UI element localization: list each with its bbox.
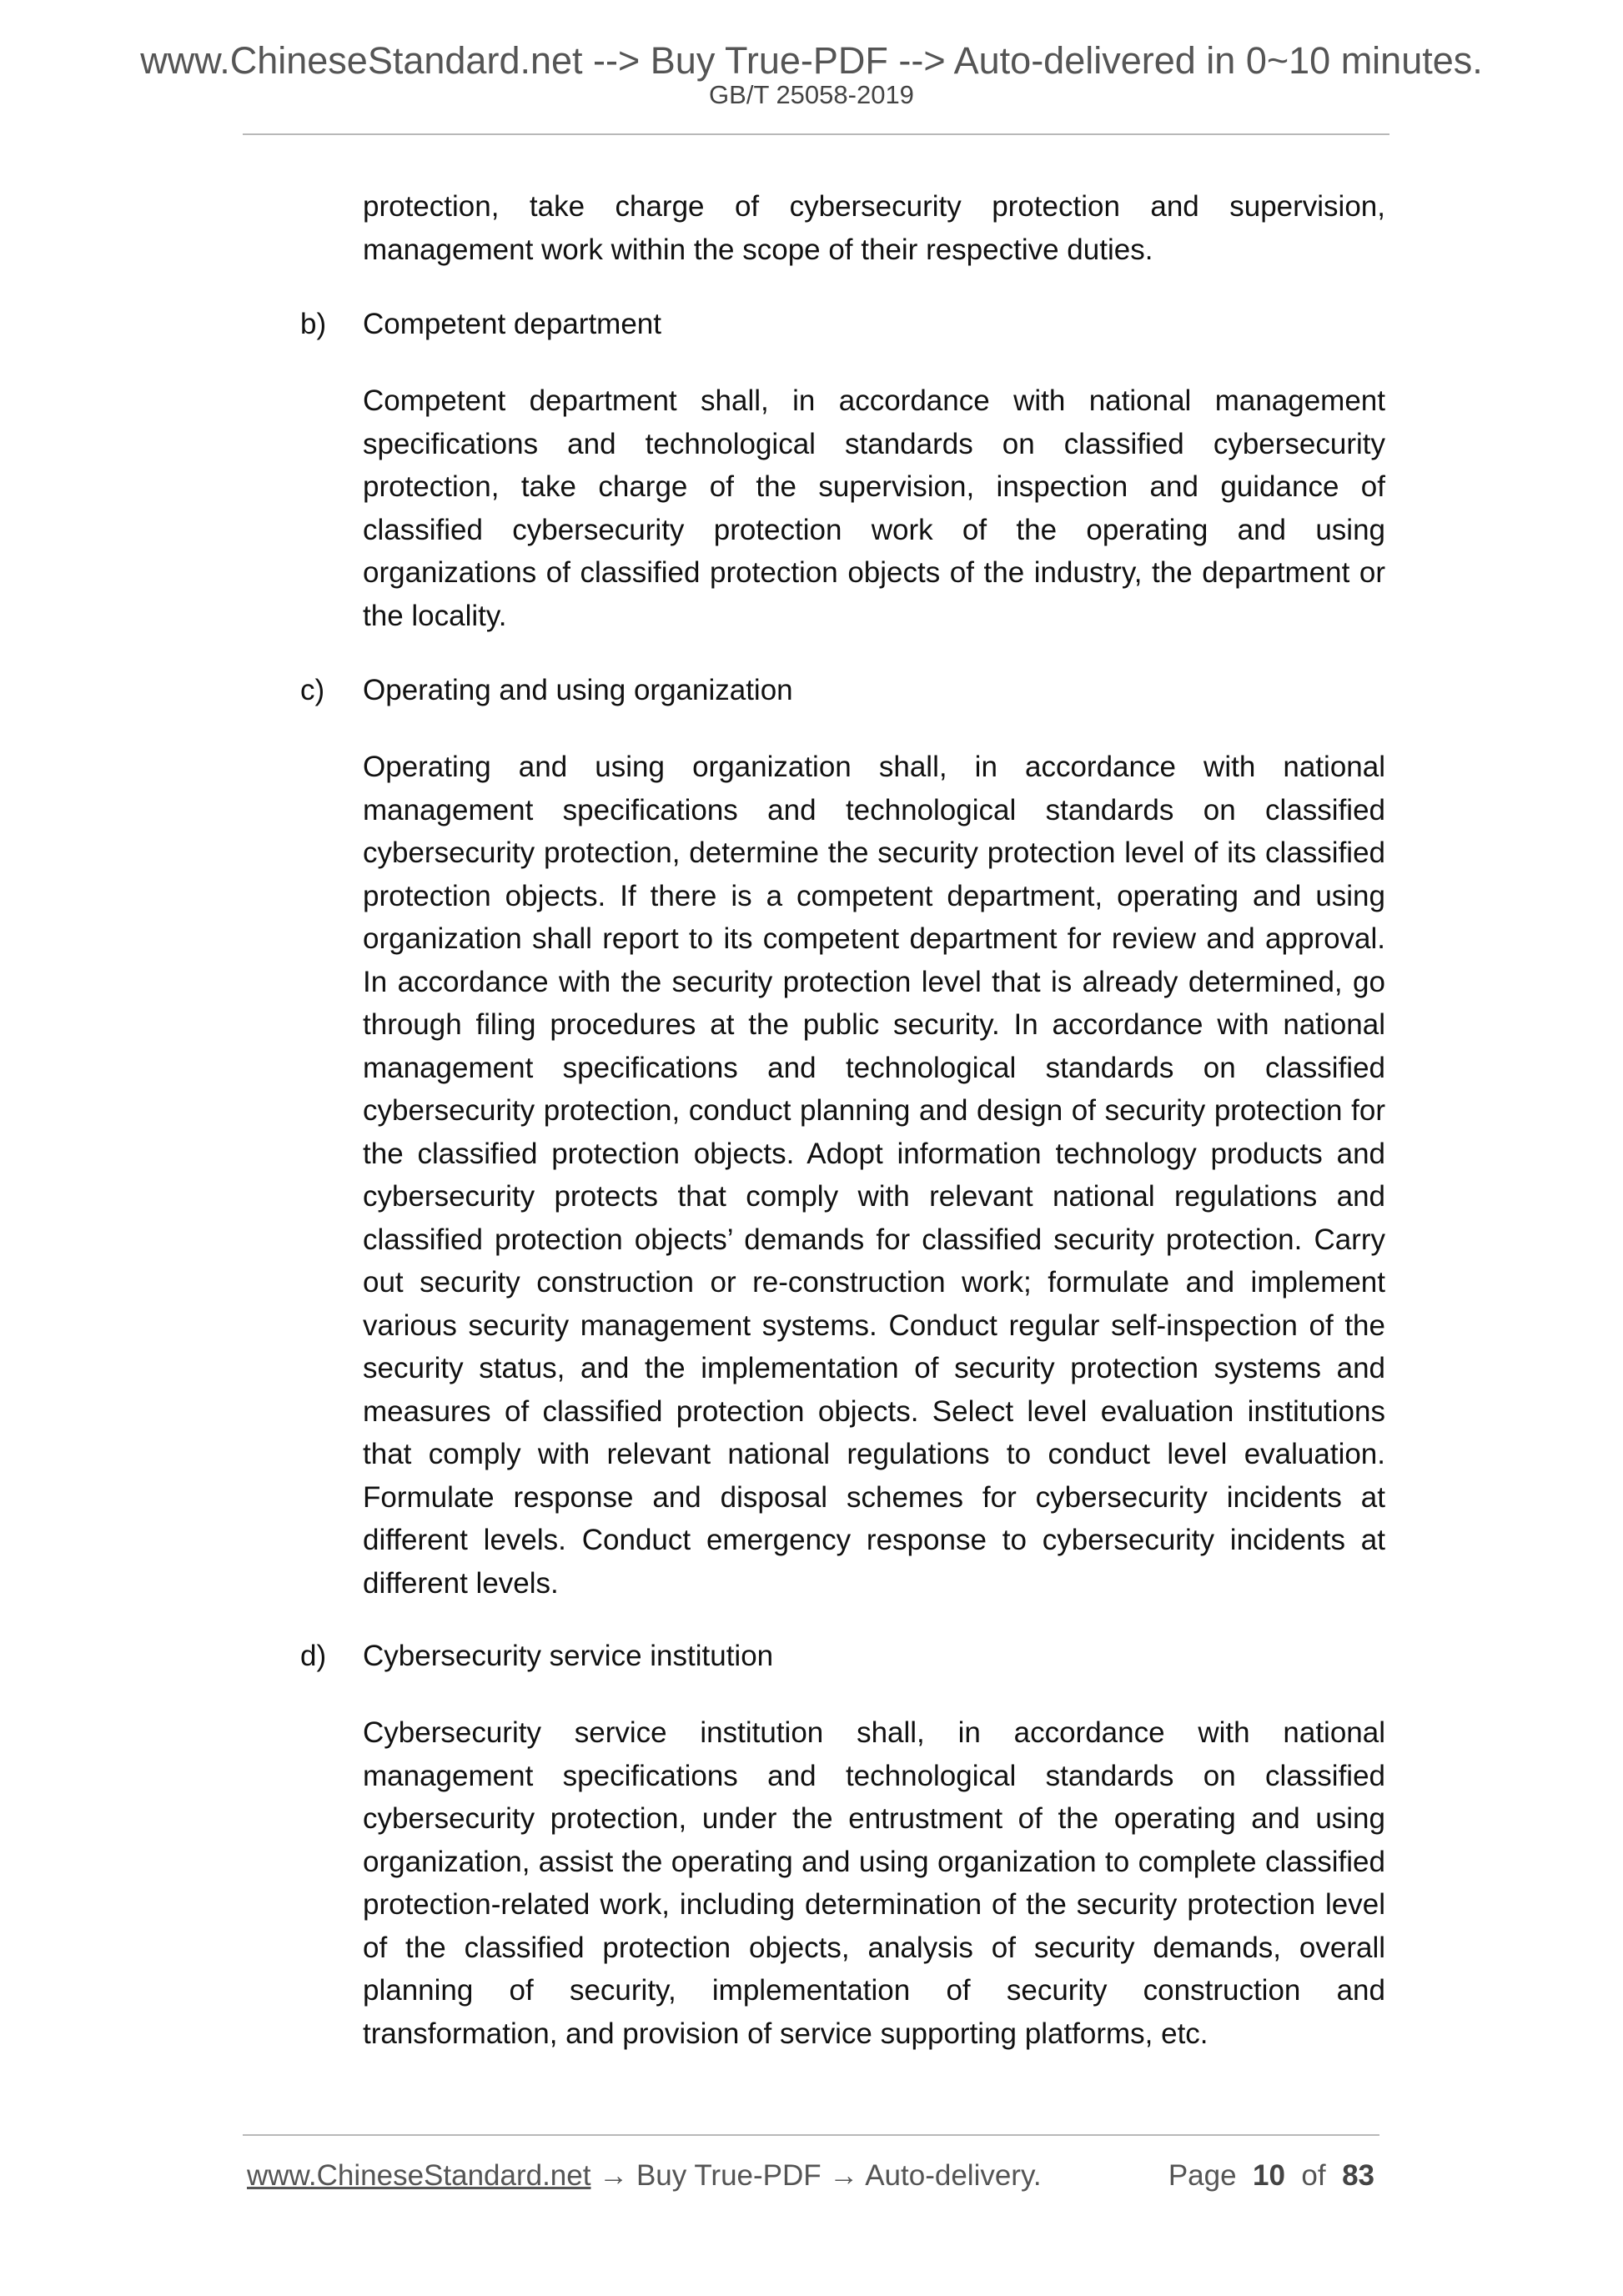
- footer-links: [247, 2158, 1042, 2194]
- page-label: Page: [1168, 2159, 1237, 2192]
- header-banner: www.ChineseStandard.net --> Buy True-PDF --> Auto-delivered in 0~10 minutes.: [140, 39, 1483, 82]
- buy-text: Buy True-PDF: [636, 2159, 822, 2192]
- item-c-title: Operating and using organization: [363, 674, 793, 706]
- item-b-heading: [300, 303, 661, 345]
- item-b-paragraph: Competent department shall, in accordance with national management specifications and technological standards on classified cybersecurity protection, take charge of the supervision, inspection and guidance of classified cybersecurity protection work of the operating and using organizations of classified protection objects of the industry, the department or the locality.: [363, 384, 1385, 632]
- page-number: 10: [1253, 2159, 1285, 2192]
- item-b-title: Competent department: [363, 308, 661, 340]
- item-d-paragraph: Cybersecurity service institution shall, in accordance with national management specifications and technological standards on classified cybersecurity protection, under the entrustment of the operating and using organization, assist the operating and using organization to complete classified protection-related work, including determination of the security protection level of the classified protection objects, analysis of security demands, overall planning of security, implementation of security construction and transformation, and provision of service supporting platforms, etc.: [363, 1716, 1385, 2050]
- intro-paragraph: protection, take charge of cybersecurity protection and supervision, management work within the scope of their respective duties.: [363, 190, 1385, 266]
- total-pages: 83: [1342, 2159, 1374, 2192]
- item-d-letter: d): [300, 1640, 327, 1672]
- header-divider: [243, 133, 1389, 135]
- arrow-icon: →: [829, 2159, 859, 2192]
- standard-code: GB/T 25058-2019: [709, 80, 914, 109]
- arrow-icon: →: [599, 2159, 629, 2192]
- delivery-text: Auto-delivery.: [865, 2159, 1042, 2192]
- footer-divider: [243, 2134, 1379, 2136]
- item-c-letter: c): [300, 674, 325, 706]
- item-d-title: Cybersecurity service institution: [363, 1640, 774, 1672]
- item-c-paragraph: Operating and using organization shall, in accordance with national management specifications and technological standards on classified cybersecurity protection, determine the security protection level of its classified protection objects. If there is a competent department, operating and using organization shall report to its competent department for review and approval. In accordance with the security protection level that is already determined, go through filing procedures at the public security. In accordance with national management specifications and technological standards on classified cybersecurity protection, conduct planning and design of security protection for the classified protection objects. Adopt information technology products and cybersecurity protects that comply with relevant national regulations and classified protection objects’ demands for classified security protection. Carry out security construction or re-construction work; formulate and implement various security management systems. Conduct regular self-inspection of the security status, and the implementation of security protection systems and measures of classified protection objects. Select level evaluation institutions that comply with relevant national regulations to conduct level evaluation. Formulate response and disposal schemes for cybersecurity incidents at different levels. Conduct emergency response to cybersecurity incidents at different levels.: [363, 751, 1385, 1600]
- item-d-heading: [300, 1635, 773, 1677]
- of-label: of: [1301, 2159, 1326, 2192]
- item-b-letter: b): [300, 308, 327, 340]
- page-indicator: [1168, 2158, 1374, 2194]
- item-c-heading: [300, 669, 793, 711]
- site-link[interactable]: www.ChineseStandard.net: [247, 2159, 591, 2192]
